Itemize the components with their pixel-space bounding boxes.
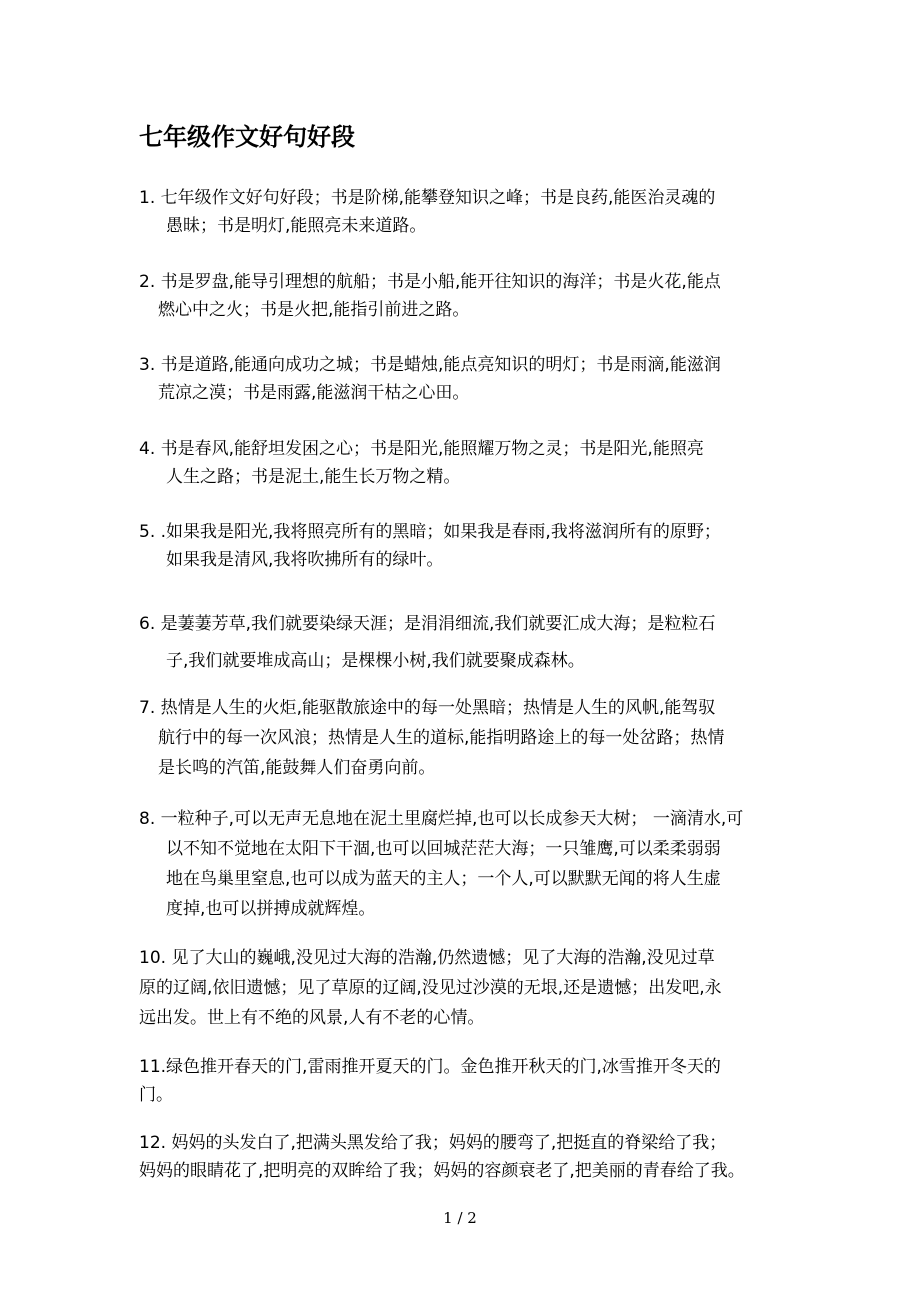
paragraph-line: 6. 是萋萋芳草,我们就要染绿天涯；是涓涓细流,我们就要汇成大海；是粒粒石	[139, 614, 716, 634]
paragraph-7	[139, 693, 724, 783]
paragraph-1	[139, 184, 715, 240]
paragraph-line: 以不知不觉地在太阳下干涸,也可以回城茫茫大海；一只雏鹰,可以柔柔弱弱	[166, 839, 721, 859]
paragraph-line: 门。	[139, 1085, 173, 1105]
paragraph-line: 12. 妈妈的头发白了,把满头黑发给了我；妈妈的腰弯了,把挺直的脊梁给了我；	[139, 1133, 727, 1153]
paragraph-line: 人生之路；书是泥土,能生长万物之精。	[166, 467, 461, 487]
paragraph-8	[139, 804, 743, 924]
paragraph-line: 度掉,也可以拼搏成就辉煌。	[166, 899, 376, 919]
paragraph-line: 子,我们就要堆成高山；是棵棵小树,我们就要聚成森林。	[166, 651, 585, 671]
paragraph-line: 妈妈的眼睛花了,把明亮的双眸给了我；妈妈的容颜衰老了,把美丽的青春给了我。	[139, 1161, 745, 1181]
paragraph-10	[139, 943, 722, 1033]
paragraph-4	[139, 435, 704, 491]
paragraph-line: 荒凉之漠；书是雨露,能滋润干枯之心田。	[158, 383, 470, 403]
paragraph-2	[139, 268, 721, 324]
paragraph-line: 2. 书是罗盘,能导引理想的航船；书是小船,能开往知识的海洋；书是火花,能点	[139, 272, 721, 292]
paragraph-line: 燃心中之火；书是火把,能指引前进之路。	[158, 300, 470, 320]
paragraph-line: 地在鸟巢里窒息,也可以成为蓝天的主人；一个人,可以默默无闻的将人生虚	[166, 869, 721, 889]
paragraph-6	[139, 606, 715, 680]
paragraph-line: 愚昧；书是明灯,能照亮未来道路。	[166, 216, 427, 236]
paragraph-line: 11.绿色推开春天的门,雷雨推开夏天的门。金色推开秋天的门,冰雪推开冬天的	[139, 1057, 721, 1077]
paragraph-line: 航行中的每一次风浪；热情是人生的道标,能指明路途上的每一处岔路；热情	[158, 728, 725, 748]
paragraph-line: 7. 热情是人生的火炬,能驱散旅途中的每一处黑暗；热情是人生的风帆,能驾驭	[139, 698, 716, 718]
paragraph-line: 8. 一粒种子,可以无声无息地在泥土里腐烂掉,也可以长成参天大树； 一滴清水,可	[139, 809, 744, 829]
paragraph-line: 如果我是清风,我将吹拂所有的绿叶。	[166, 550, 444, 570]
paragraph-line: 3. 书是道路,能通向成功之城；书是蜡烛,能点亮知识的明灯；书是雨滴,能滋润	[139, 355, 721, 375]
paragraph-line: 1. 七年级作文好句好段；书是阶梯,能攀登知识之峰；书是良药,能医治灵魂的	[139, 188, 716, 208]
paragraph-line: 10. 见了大山的巍峨,没见过大海的浩瀚,仍然遗憾；见了大海的浩瀚,没见过草	[139, 948, 715, 968]
paragraph-line: 是长鸣的汽笛,能鼓舞人们奋勇向前。	[158, 758, 436, 778]
paragraph-line: 5. .如果我是阳光,我将照亮所有的黑暗；如果我是春雨,我将滋润所有的原野；	[139, 522, 721, 542]
paragraph-line: 远出发。世上有不绝的风景,人有不老的心情。	[139, 1008, 485, 1028]
paragraph-3	[139, 351, 721, 407]
paragraph-5	[139, 518, 721, 574]
paragraph-line: 原的辽阔,依旧遗憾；见了草原的辽阔,没见过沙漠的无垠,还是遗憾；出发吧,永	[139, 978, 722, 998]
paragraph-11	[139, 1053, 721, 1109]
page-number: 1 / 2	[443, 1209, 477, 1227]
paragraph-line: 4. 书是春风,能舒坦发困之心；书是阳光,能照耀万物之灵；书是阳光,能照亮	[139, 439, 704, 459]
paragraph-12	[139, 1129, 745, 1185]
document-title: 七年级作文好句好段	[139, 123, 355, 151]
